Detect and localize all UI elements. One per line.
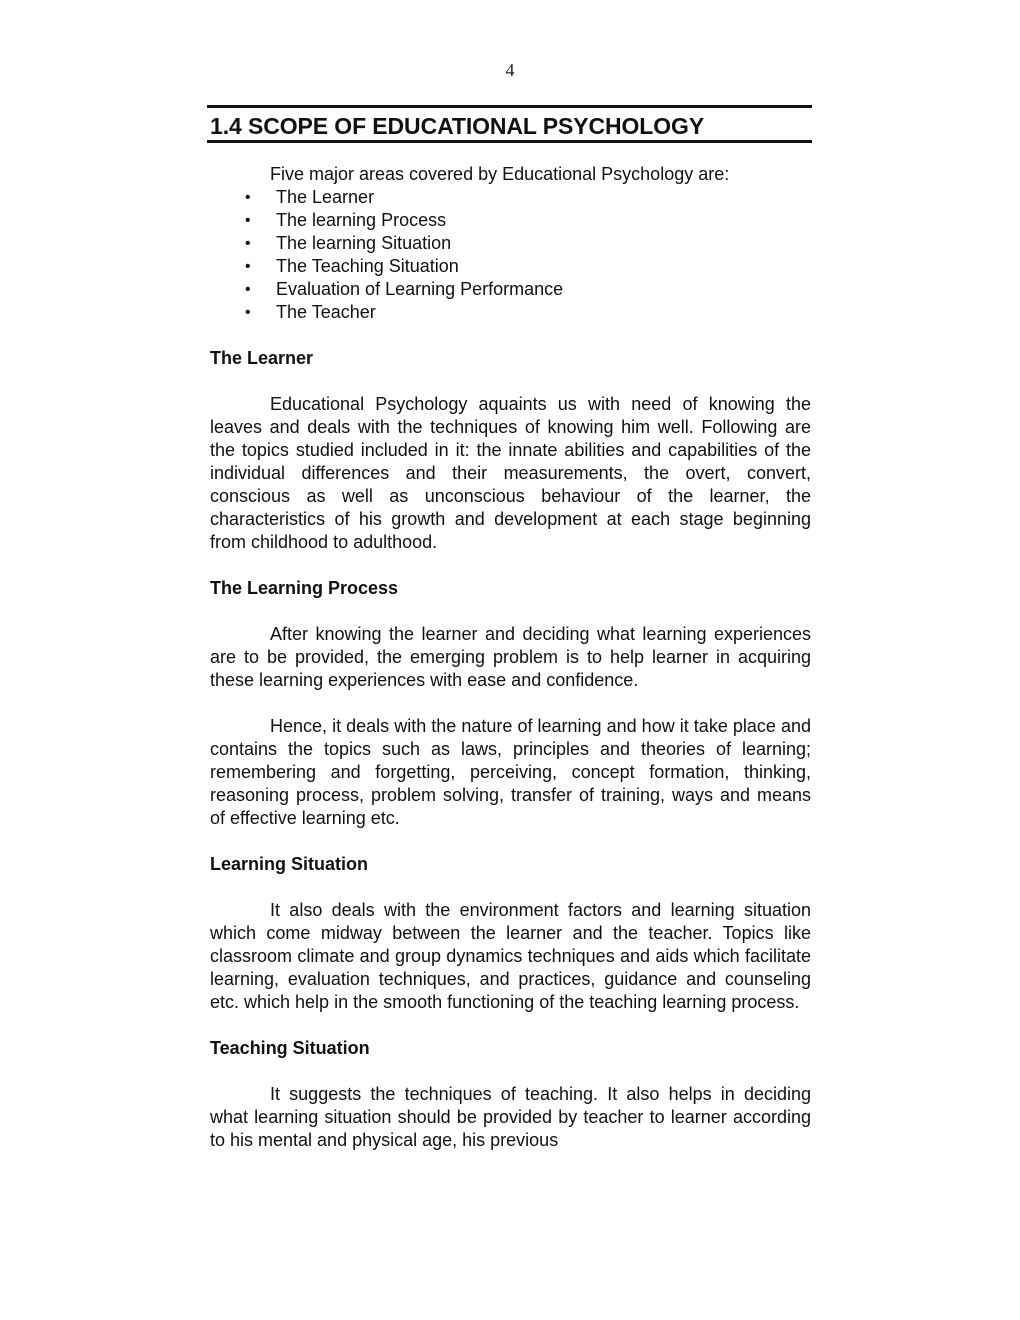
section-paragraph: Educational Psychology aquaints us with need of knowing the leaves and deals with the techniques of knowing him well. Following are the topics studied included in it: the innate abilities and capabilities of the individual differences and their measurements, the overt, convert, conscious as well as unconscious behaviour of the learner, the characteristics of his growth and development at each stage beginning from childhood to adulthood. xyxy=(210,394,811,552)
section-paragraph: It also deals with the environment factors and learning situation which come midway between the learner and the teacher. Topics like classroom climate and group dynamics techniques and aids which facilitate learning, evaluation techniques, and practices, guidance and counseling etc. which help in the smooth functioning of the teaching learning process. xyxy=(210,900,811,1012)
list-item-label: The Learner xyxy=(276,187,375,207)
section-heading-teaching-situation: Teaching Situation xyxy=(210,1038,370,1058)
bullet-icon: • xyxy=(245,189,251,206)
list-item-label: Evaluation of Learning Performance xyxy=(276,279,564,299)
section-paragraph: It suggests the techniques of teaching. It also helps in deciding what learning situation should be provided by teacher to learner according to his mental and physical age, his previous xyxy=(210,1084,811,1150)
list-item-label: The Teacher xyxy=(276,302,376,322)
page-title: 1.4 SCOPE OF EDUCATIONAL PSYCHOLOGY xyxy=(210,113,705,139)
list-item xyxy=(210,209,811,232)
list-item xyxy=(210,301,811,324)
list-item xyxy=(210,232,811,255)
intro-text: Five major areas covered by Educational Psychology are: xyxy=(270,164,730,184)
bullet-icon: • xyxy=(245,258,251,275)
list-item xyxy=(210,255,811,278)
bullet-icon: • xyxy=(245,281,251,298)
page-number: 4 xyxy=(505,60,515,80)
section-paragraph: Hence, it deals with the nature of learning and how it take place and contains the topics such as laws, principles and theories of learning; remembering and forgetting, perceiving, concept formation, thinking, reasoning process, problem solving, transfer of training, ways and means of effective learning etc. xyxy=(210,716,811,828)
section-heading-learner: The Learner xyxy=(210,348,314,368)
list-item xyxy=(210,186,811,209)
bullet-icon: • xyxy=(245,304,251,321)
section-heading-learning-process: The Learning Process xyxy=(210,578,399,598)
document-body xyxy=(210,163,811,1152)
bullet-icon: • xyxy=(245,235,251,252)
section-heading-learning-situation: Learning Situation xyxy=(210,854,369,874)
list-item-label: The Teaching Situation xyxy=(276,256,459,276)
section-paragraph: After knowing the learner and deciding what learning experiences are to be provided, the emerging problem is to help learner in acquiring these learning experiences with ease and confidence. xyxy=(210,624,811,690)
title-block xyxy=(207,105,812,143)
areas-list xyxy=(210,186,811,324)
list-item xyxy=(210,278,811,301)
list-item-label: The learning Situation xyxy=(276,233,452,253)
bullet-icon: • xyxy=(245,212,251,229)
list-item-label: The learning Process xyxy=(276,210,447,230)
